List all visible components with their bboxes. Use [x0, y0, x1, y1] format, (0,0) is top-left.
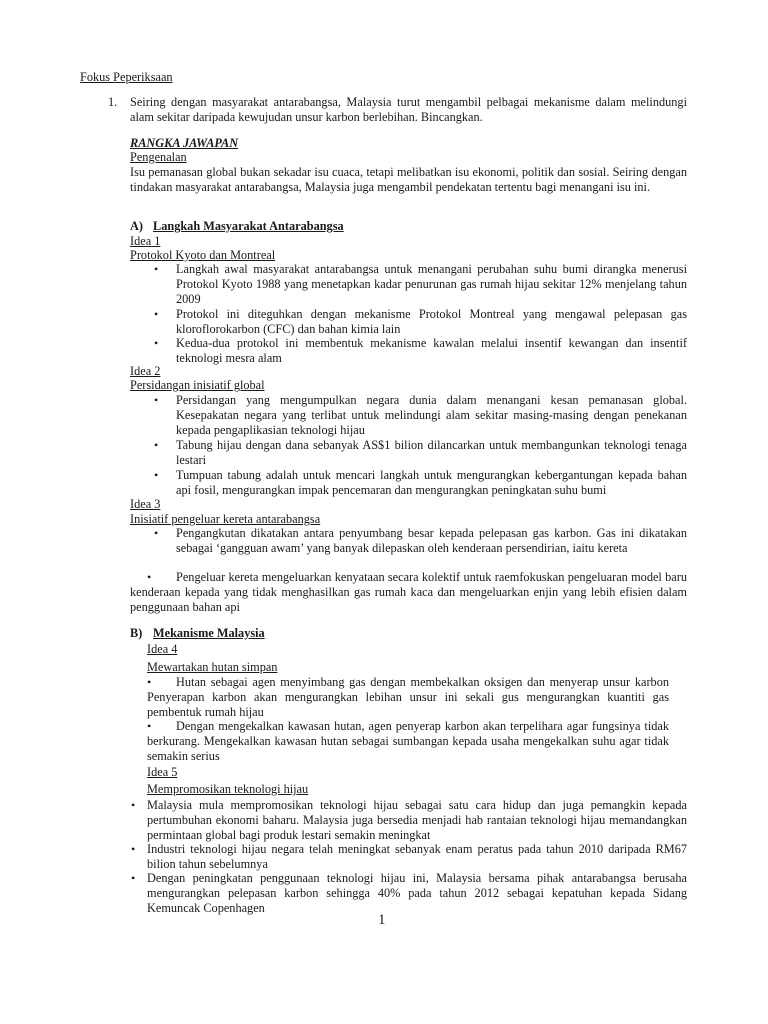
bullet-icon: • [147, 675, 152, 689]
section-a-title: Langkah Masyarakat Antarabangsa [153, 219, 344, 233]
idea-1-title: Protokol Kyoto dan Montreal [130, 248, 276, 262]
idea-1-point-1: Langkah awal masyarakat antarabangsa untuk menangani perubahan suhu bumi dirangka menerusi Protokol Kyoto 1988 yang menetapkan kadar penurunan gas rumah hijau sekitar 12% menjelang tahun 2009 [176, 262, 687, 306]
idea-2-label: Idea 2 [130, 364, 161, 378]
bullet-icon: • [154, 438, 159, 452]
bullet-icon: • [154, 393, 159, 407]
idea-3-point-1: Pengangkutan dikatakan antara penyumbang besar kepada pelepasan gas karbon. Gas ini dikatakan sebagai ‘gangguan awam’ yang banyak dilepaskan oleh kenderaan persendirian, iaitu kereta [176, 526, 687, 555]
bullet-icon: • [147, 719, 152, 733]
idea-4-title: Mewartakan hutan simpan [147, 660, 278, 674]
idea-3-title: Inisiatif pengeluar kereta antarabangsa [130, 512, 321, 526]
bullet-icon: • [131, 871, 136, 885]
idea-5-point-1: Malaysia mula mempromosikan teknologi hijau sebagai satu cara hidup dan juga pemangkin kepada pertumbuhan ekonomi baharu. Malaysia juga bersedia menjadi hab rantaian teknologi hijau memandangkan permintaan global bagi produk lestari semakin meningkat [147, 798, 687, 842]
idea-3-label: Idea 3 [130, 497, 161, 511]
idea-1-point-3: Kedua-dua protokol ini membentuk mekanisme kawalan melalui insentif kewangan dan insentif teknologi mesra alam [176, 336, 687, 365]
bullet-icon: • [154, 307, 159, 321]
page-number: 1 [378, 912, 386, 928]
idea-4-point-1: Hutan sebagai agen menyimbang gas dengan membekalkan oksigen dan menyerap unsur karbon Penyerapan karbon akan mengurangkan lebihan unsur ini sekali gus mengurangkan kuantiti gas pembentuk rumah hijau [147, 675, 669, 719]
intro-heading: Pengenalan [130, 150, 187, 164]
idea-5-label: Idea 5 [147, 765, 178, 779]
bullet-icon: • [131, 842, 136, 856]
exam-focus-heading: Fokus Peperiksaan [80, 70, 173, 84]
question-text: Seiring dengan masyarakat antarabangsa, Malaysia turut mengambil pelbagai mekanisme dalam melindungi alam sekitar daripada kewujudan unsur karbon berlebihan. Bincangkan. [130, 95, 687, 124]
answer-outline-heading: RANGKA JAWAPAN [130, 136, 239, 150]
idea-5-point-3: Dengan peningkatan penggunaan teknologi hijau ini, Malaysia bersama pihak antarabangsa berusaha mengurangkan pelepasan karbon sehingga 40% pada tahun 2012 sebagai kepatuhan kepada Sidang Kemuncak Copenhagen [147, 871, 687, 915]
bullet-icon: • [154, 526, 159, 540]
idea-5-title: Mempromosikan teknologi hijau [147, 782, 309, 796]
section-b-title: Mekanisme Malaysia [153, 626, 265, 640]
section-b-label: B) [130, 626, 143, 640]
section-a-label: A) [130, 219, 143, 233]
idea-2-point-1: Persidangan yang mengumpulkan negara dunia dalam menangani kesan pemanasan global. Kesepakatan negara yang terlibat untuk melindungi alam sekitar masing-masing dengan penekanan kepada pengaplikasian teknologi hijau [176, 393, 687, 437]
idea-2-title: Persidangan inisiatif global [130, 378, 265, 392]
bullet-icon: • [154, 468, 159, 482]
question-number: 1. [108, 95, 118, 109]
bullet-icon: • [154, 336, 159, 350]
idea-1-label: Idea 1 [130, 234, 161, 248]
bullet-icon: • [154, 262, 159, 276]
idea-2-point-2: Tabung hijau dengan dana sebanyak AS$1 bilion dilancarkan untuk membangunkan teknologi tenaga lestari [176, 438, 687, 467]
bullet-icon: • [131, 798, 136, 812]
idea-5-point-2: Industri teknologi hijau negara telah meningkat sebanyak enam peratus pada tahun 2010 daripada RM67 bilion tahun sebelumnya [147, 842, 687, 871]
idea-1-point-2: Protokol ini diteguhkan dengan mekanisme Protokol Montreal yang mengawal pelepasan gas kloroflorokarbon (CFC) dan bahan kimia lain [176, 307, 687, 336]
intro-paragraph: Isu pemanasan global bukan sekadar isu cuaca, tetapi melibatkan isu ekonomi, politik dan sosial. Seiring dengan tindakan masyarakat antarabangsa, Malaysia juga mengambil pendekatan tertentu bagi menangani isu ini. [130, 165, 687, 194]
idea-3-point-2: Pengeluar kereta mengeluarkan kenyataan secara kolektif untuk raemfokuskan pengeluaran model baru kenderaan kepada yang tidak menghasilkan gas rumah kaca dan mengeluarkan enjin yang lebih efisien dalam penggunaan bahan api [130, 570, 687, 614]
bullet-icon: • [147, 570, 152, 584]
idea-4-point-2: Dengan mengekalkan kawasan hutan, agen penyerap karbon akan terpelihara agar fungsinya tidak berkurang. Mengekalkan kawasan hutan sebagai sumbangan kepada usaha mengekalkan suhu agar tidak semakin serius [147, 719, 669, 763]
idea-2-point-3: Tumpuan tabung adalah untuk mencari langkah untuk mengurangkan kebergantungan kepada bahan api fosil, mengurangkan impak pencemaran dan mengurangkan peningkatan suhu bumi [176, 468, 687, 497]
idea-4-label: Idea 4 [147, 642, 178, 656]
